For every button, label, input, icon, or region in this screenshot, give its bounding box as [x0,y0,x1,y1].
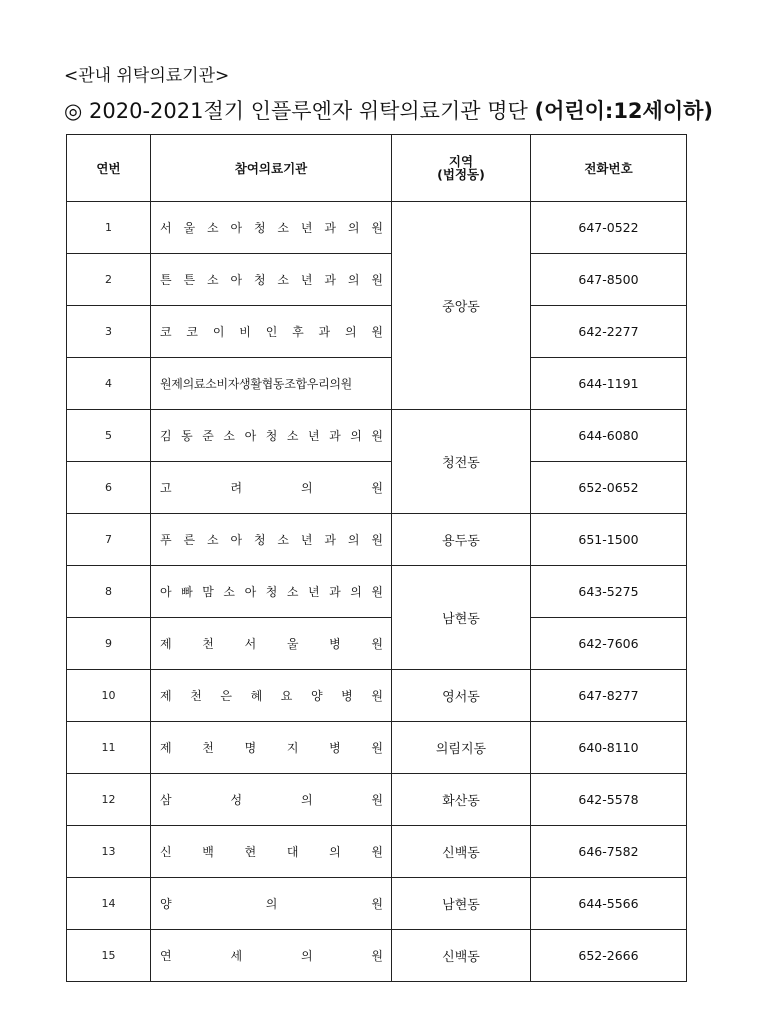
row-number: 8 [67,566,151,618]
phone-number: 644-6080 [531,410,687,462]
table-row [67,202,687,254]
phone-number: 643-5275 [531,566,687,618]
region-cell: 신백동 [392,826,531,878]
institution-name: 코 코 이 비 인 후 과 의 원 [151,306,392,358]
row-number: 2 [67,254,151,306]
phone-number: 642-5578 [531,774,687,826]
table-row [67,826,687,878]
region-cell: 남현동 [392,566,531,670]
row-number: 7 [67,514,151,566]
row-number: 1 [67,202,151,254]
institution-name: 제 천 은 혜 요 양 병 원 [151,670,392,722]
row-number: 6 [67,462,151,514]
table-row [67,878,687,930]
region-cell: 남현동 [392,878,531,930]
table-row [67,566,687,618]
row-number: 13 [67,826,151,878]
table-row [67,514,687,566]
header-phone: 전화번호 [531,135,687,202]
phone-number: 640-8110 [531,722,687,774]
document-title [64,96,713,126]
row-number: 15 [67,930,151,982]
institution-name: 연 세 의 원 [151,930,392,982]
institution-name: 삼 성 의 원 [151,774,392,826]
header-no: 연번 [67,135,151,202]
region-cell: 화산동 [392,774,531,826]
phone-number: 652-2666 [531,930,687,982]
document-subtitle: <관내 위탁의료기관> [64,66,230,86]
institution-name: 고 려 의 원 [151,462,392,514]
title-emphasis: (어린이:12세이하) [534,99,714,123]
phone-number: 644-5566 [531,878,687,930]
institution-name: 튼 튼 소 아 청 소 년 과 의 원 [151,254,392,306]
table-row [67,930,687,982]
row-number: 9 [67,618,151,670]
phone-number: 644-1191 [531,358,687,410]
header-institution: 참여의료기관 [151,135,392,202]
region-cell: 영서동 [392,670,531,722]
institution-name: 제 천 명 지 병 원 [151,722,392,774]
row-number: 3 [67,306,151,358]
row-number: 14 [67,878,151,930]
table-row [67,670,687,722]
table-body [67,202,687,982]
institution-name: 원제의료소비자생활협동조합우리의원 [151,358,392,410]
institution-table [66,134,687,982]
phone-number: 647-8500 [531,254,687,306]
phone-number: 642-2277 [531,306,687,358]
title-main: ◎ 2020-2021절기 인플루엔자 위탁의료기관 명단 [64,99,535,123]
row-number: 5 [67,410,151,462]
region-cell: 용두동 [392,514,531,566]
header-region-line1: 지역 [448,153,474,169]
row-number: 10 [67,670,151,722]
region-cell: 의림지동 [392,722,531,774]
institution-name: 김 동 준 소 아 청 소 년 과 의 원 [151,410,392,462]
institution-name: 신 백 현 대 의 원 [151,826,392,878]
region-cell: 중앙동 [392,202,531,410]
phone-number: 646-7582 [531,826,687,878]
institution-name: 제 천 서 울 병 원 [151,618,392,670]
header-region [392,135,531,202]
phone-number: 647-8277 [531,670,687,722]
table-header-row [67,135,687,202]
row-number: 12 [67,774,151,826]
phone-number: 651-1500 [531,514,687,566]
institution-name: 서 울 소 아 청 소 년 과 의 원 [151,202,392,254]
header-region-line2: (법정동) [437,166,485,182]
institution-name: 아 빠 맘 소 아 청 소 년 과 의 원 [151,566,392,618]
table-row [67,774,687,826]
table-row [67,358,687,410]
table-row [67,306,687,358]
institution-name: 푸 른 소 아 청 소 년 과 의 원 [151,514,392,566]
region-cell: 신백동 [392,930,531,982]
row-number: 4 [67,358,151,410]
phone-number: 642-7606 [531,618,687,670]
table-row [67,254,687,306]
phone-number: 652-0652 [531,462,687,514]
region-cell: 청전동 [392,410,531,514]
phone-number: 647-0522 [531,202,687,254]
table-row [67,410,687,462]
institution-name: 양 의 원 [151,878,392,930]
table-row [67,618,687,670]
table-row [67,462,687,514]
table-row [67,722,687,774]
row-number: 11 [67,722,151,774]
